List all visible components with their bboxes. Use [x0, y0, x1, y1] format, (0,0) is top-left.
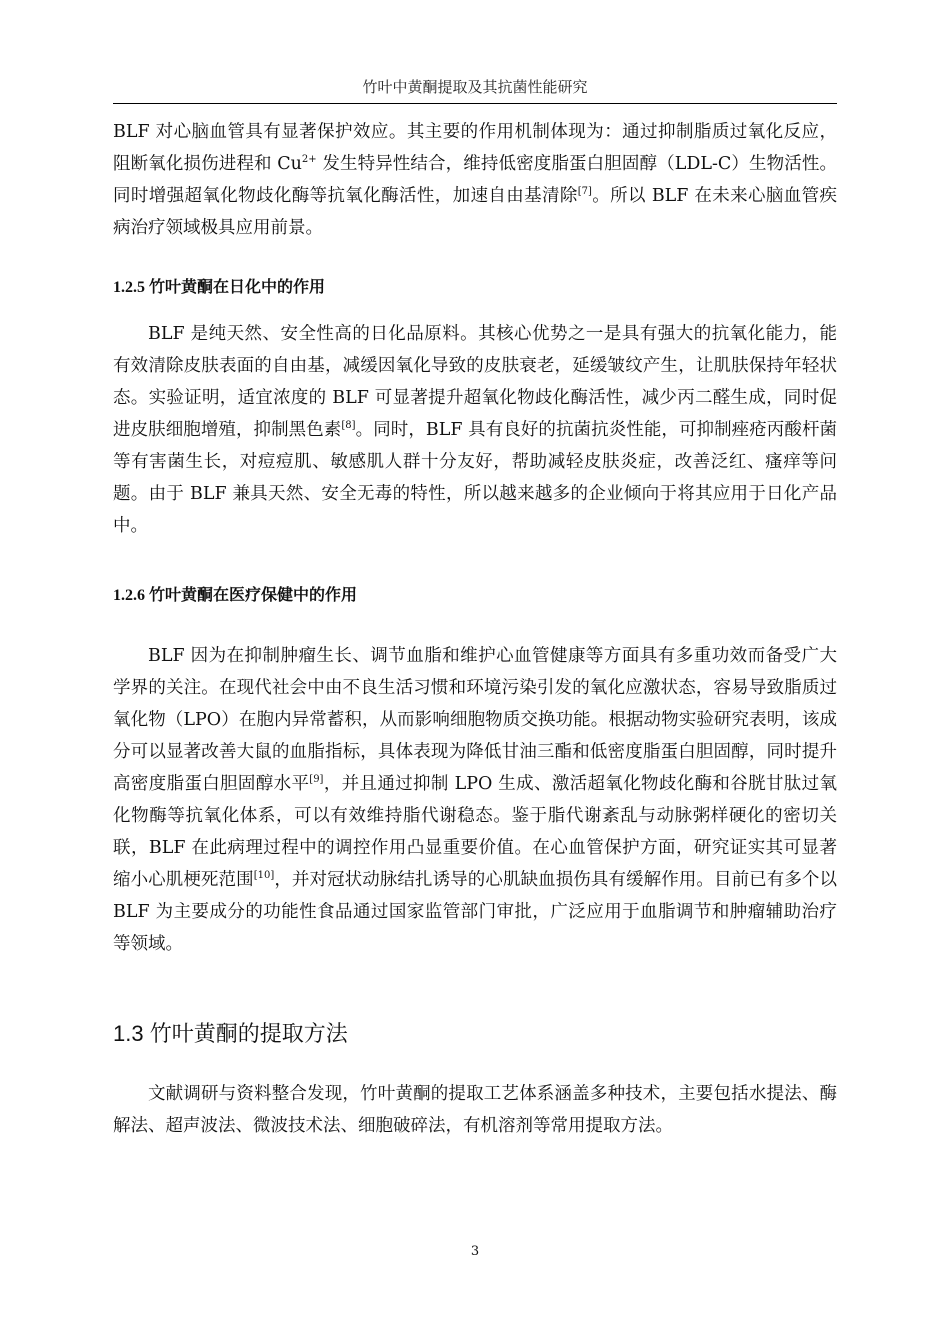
page-number: 3	[470, 1244, 480, 1259]
text-run: ，并对冠状动脉结扎诱导的心肌缺血损伤具有缓解作用。目前已有多个以 BLF 为主要成分的功能性食品通过国家监管部门审批，广泛应用于血脂调节和肿瘤辅助治疗等领域。	[113, 870, 838, 954]
section-heading-1-2-6: 1.2.6 竹叶黄酮在医疗保健中的作用	[113, 587, 358, 604]
text-run: 。同时，BLF 具有良好的抗菌抗炎性能，可抑制痤疮丙酸杆菌等有害菌生长，对痘痘肌、敏感肌人群十分友好，帮助减轻皮肤炎症，改善泛红、瘙痒等问题。由于 BLF 兼具天然、安全无毒的特性，所以越来越多的企业倾向于将其应用于日化产品中。	[113, 420, 838, 536]
text-run: BLF 是纯天然、安全性高的日化品原料。其核心优势之一是具有强大的抗氧化能力，能有效清除皮肤表面的自由基，减缓因氧化导致的皮肤衰老，延缓皱纹产生，让肌肤保持年轻状态。实验证明，适宜浓度的 BLF 可显著提升超氧化物歧化酶活性，减少丙二醛生成，同时促进皮肤细胞增殖，抑制黑色素	[113, 324, 837, 440]
section-heading-1-3: 1.3 竹叶黄酮的提取方法	[113, 1021, 348, 1046]
header-rule	[113, 103, 837, 104]
citation: [10]	[253, 870, 275, 882]
text-run: ，并且通过抑制 LPO 生成、激活超氧化物歧化酶和谷胱甘肽过氧化物酶等抗氧化体系，可以有效维持脂代谢稳态。鉴于脂代谢紊乱与动脉粥样硬化的密切关联，BLF 在此病理过程中的调控作用凸显重要价值。在心血管保护方面，研究证实其可显著缩小心肌梗死范围	[113, 774, 837, 890]
section-heading-1-2-5: 1.2.5 竹叶黄酮在日化中的作用	[113, 279, 326, 296]
paragraph-medical-health	[113, 640, 837, 960]
citation: [7]	[577, 186, 592, 198]
paragraph-daily-chemical	[113, 318, 837, 542]
text-run: BLF 因为在抑制肿瘤生长、调节血脂和维护心血管健康等方面具有多重功效而备受广大学界的关注。在现代社会中由不良生活习惯和环境污染引发的氧化应激状态，容易导致脂质过氧化物（LPO）在胞内异常蓄积，从而影响细胞物质交换功能。根据动物实验研究表明，该成分可以显著改善大鼠的血脂指标，具体表现为降低甘油三酯和低密度脂蛋白胆固醇，同时提升高密度脂蛋白胆固醇水平	[113, 646, 837, 794]
citation: [9]	[309, 774, 324, 786]
superscript: 2+	[301, 154, 317, 166]
text-run: 发生特异性结合，维持低密度脂蛋白胆固醇（LDL-C）生物活性。同时增强超氧化物歧化酶等抗氧化酶活性，加速自由基清除	[113, 154, 837, 206]
paragraph-extraction-methods: 文献调研与资料整合发现，竹叶黄酮的提取工艺体系涵盖多种技术，主要包括水提法、酶解法、超声波法、微波技术法、细胞破碎法，有机溶剂等常用提取方法。	[113, 1084, 837, 1136]
citation: [8]	[341, 420, 356, 432]
text-run: BLF 对心脑血管具有显著保护效应。其主要的作用机制体现为：通过抑制脂质过氧化反应，阻断氧化损伤进程和 Cu	[113, 122, 837, 174]
paragraph-cardiovascular	[113, 116, 837, 244]
text-run: 。所以 BLF 在未来心脑血管疾病治疗领域极具应用前景。	[113, 186, 837, 238]
running-header: 竹叶中黄酮提取及其抗菌性能研究	[362, 78, 588, 96]
